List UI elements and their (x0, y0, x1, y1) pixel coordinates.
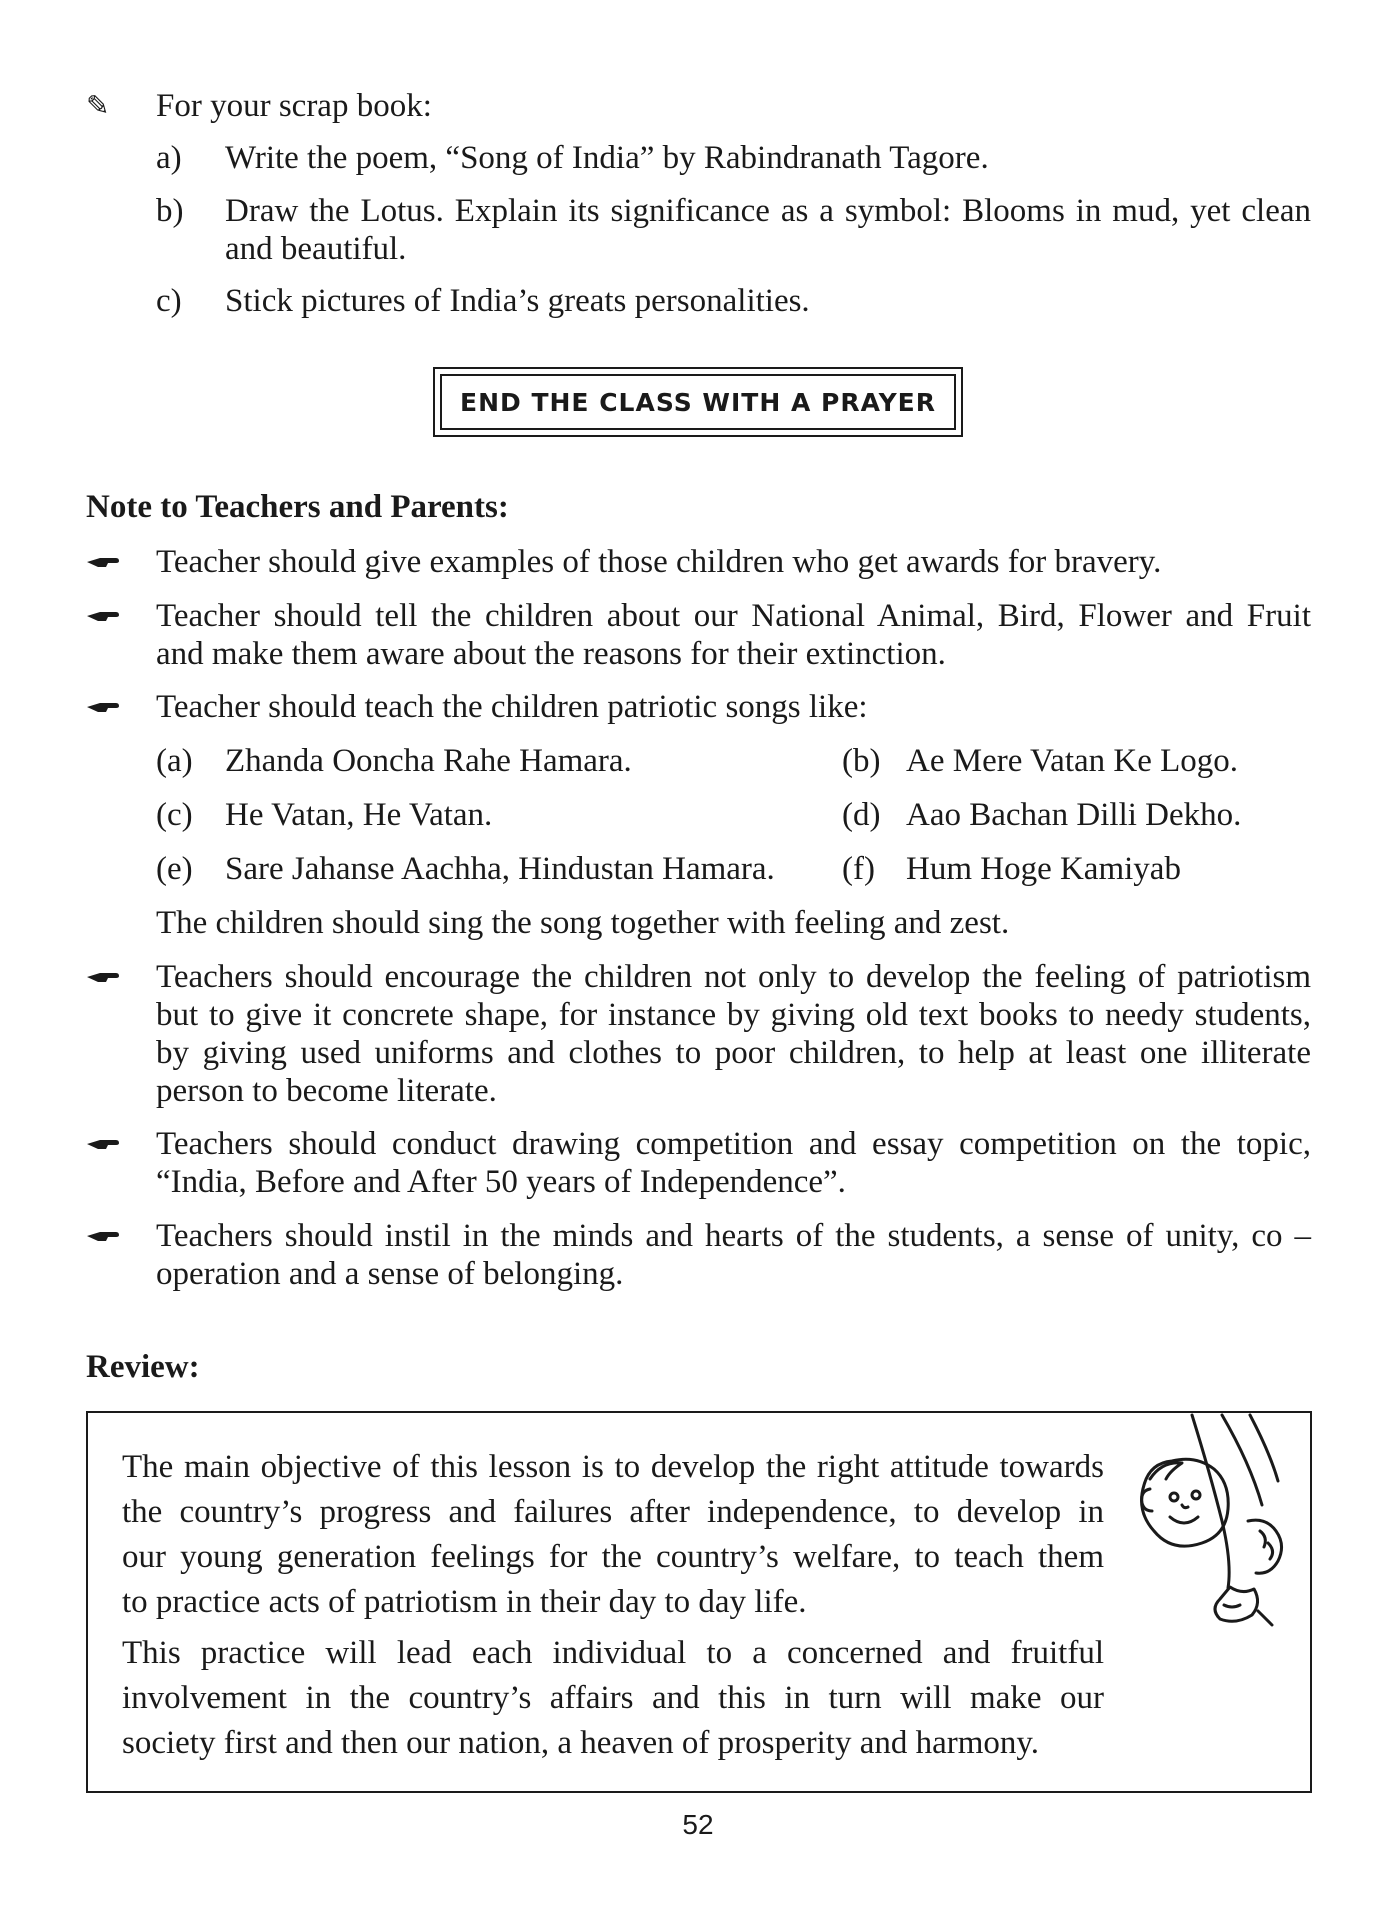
note-heading: Note to Teachers and Parents: (86, 489, 509, 525)
note-bullet-4: Teachers should encourage the children not only to develop the feeling of patriotism (156, 959, 1311, 995)
note-bullet-4-cont: but to give it concrete shape, for instance by giving old text books to needy students, (156, 997, 1311, 1033)
scrapbook-item-c: Stick pictures of India’s greats personalities. (225, 283, 810, 319)
list-marker: b) (156, 193, 184, 229)
song-item: Zhanda Ooncha Rahe Hamara. (225, 743, 632, 779)
note-bullet-2-cont: and make them aware about the reasons for their extinction. (156, 636, 946, 672)
review-para1-line: The main objective of this lesson is to develop the right attitude towards (122, 1449, 1104, 1485)
pointing-hand-icon (86, 1137, 120, 1151)
pointing-hand-icon (86, 1229, 120, 1243)
pointing-hand-icon (86, 555, 120, 569)
note-bullet-4-cont: by giving used uniforms and clothes to poor children, to help at least one illiterate (156, 1035, 1311, 1071)
song-marker: (d) (842, 797, 881, 833)
scrapbook-intro: For your scrap book: (156, 88, 432, 124)
pointing-hand-icon (86, 609, 120, 623)
scrapbook-item-b-cont: and beautiful. (225, 231, 407, 267)
note-bullet-4-cont: person to become literate. (156, 1073, 497, 1109)
note-bullet-6-cont: operation and a sense of belonging. (156, 1256, 624, 1292)
review-para2-line: involvement in the country’s affairs and this in turn will make our (122, 1680, 1104, 1716)
review-heading: Review: (86, 1349, 200, 1385)
list-marker: a) (156, 140, 182, 176)
review-para2-line: society first and then our nation, a heaven of prosperity and harmony. (122, 1725, 1040, 1761)
song-item: Sare Jahanse Aachha, Hindustan Hamara. (225, 851, 775, 887)
song-item: Ae Mere Vatan Ke Logo. (906, 743, 1239, 779)
song-marker: (f) (842, 851, 875, 887)
page-number: 52 (682, 1809, 714, 1840)
note-bullet-6: Teachers should instil in the minds and hearts of the students, a sense of unity, co – (156, 1218, 1311, 1254)
song-marker: (e) (156, 851, 193, 887)
song-item: Aao Bachan Dilli Dekho. (906, 797, 1242, 833)
pencil-icon: ✎ (86, 89, 110, 122)
note-bullet-2: Teacher should tell the children about our National Animal, Bird, Flower and Fruit (156, 598, 1311, 634)
note-bullet-5: Teachers should conduct drawing competition and essay competition on the topic, (156, 1126, 1311, 1162)
song-marker: (a) (156, 743, 193, 779)
prayer-banner-text: END THE CLASS WITH A PRAYER (440, 374, 956, 430)
child-peeking-illustration (1110, 1413, 1310, 1645)
pointing-hand-icon (86, 700, 120, 714)
song-item: Hum Hoge Kamiyab (906, 851, 1181, 887)
review-para1-line: to practice acts of patriotism in their day to day life. (122, 1584, 807, 1620)
note-bullet-3: Teacher should teach the children patriotic songs like: (156, 689, 868, 725)
scrapbook-item-a: Write the poem, “Song of India” by Rabindranath Tagore. (225, 140, 989, 176)
pointing-hand-icon (86, 970, 120, 984)
songs-closing: The children should sing the song together with feeling and zest. (156, 905, 1010, 941)
review-para1-line: the country’s progress and failures after independence, to develop in (122, 1494, 1104, 1530)
note-bullet-5-cont: “India, Before and After 50 years of Independence”. (156, 1164, 846, 1200)
list-marker: c) (156, 283, 182, 319)
scrapbook-item-b: Draw the Lotus. Explain its significance as a symbol: Blooms in mud, yet clean (225, 193, 1311, 229)
song-marker: (b) (842, 743, 881, 779)
note-bullet-1: Teacher should give examples of those children who get awards for bravery. (156, 544, 1162, 580)
song-marker: (c) (156, 797, 193, 833)
review-para2-line: This practice will lead each individual to a concerned and fruitful (122, 1635, 1104, 1671)
prayer-banner (433, 367, 963, 437)
song-item: He Vatan, He Vatan. (225, 797, 493, 833)
review-para1-line: our young generation feelings for the country’s welfare, to teach them (122, 1539, 1104, 1575)
